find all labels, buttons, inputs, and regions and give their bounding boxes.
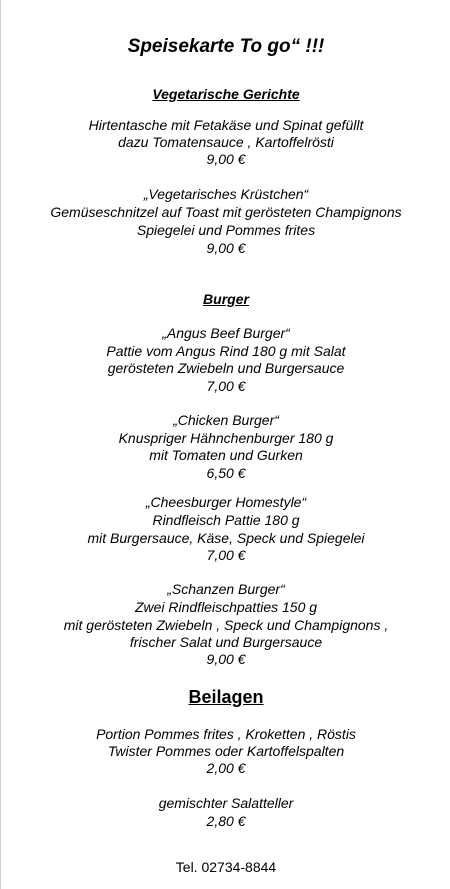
item-line: gemischter Salatteller [158, 795, 294, 811]
item-price: 9,00 € [206, 651, 246, 667]
item-line: mit Burgersauce, Käse, Speck und Spiegelei [87, 530, 365, 546]
item-line: „Cheesburger Homestyle“ [145, 494, 307, 510]
item-line: Hirtentasche mit Fetakäse und Spinat gefüllt [88, 117, 364, 133]
item-line: Knuspriger Hähnchenburger 180 g [118, 430, 334, 446]
item-line: mit gerösteten Zwiebeln , Speck und Champignons , [63, 617, 389, 633]
item-line: dazu Tomatensauce , Kartoffelrösti [118, 134, 334, 150]
item-price: 7,00 € [206, 547, 246, 563]
item-line: mit Tomaten und Gurken [149, 447, 303, 463]
item-line: „Angus Beef Burger“ [162, 325, 290, 341]
item-line: gerösteten Zwiebeln und Burgersauce [107, 360, 345, 376]
item-line: Spiegelei und Pommes frites [136, 222, 316, 238]
item-line: Twister Pommes oder Kartoffelspalten [107, 743, 345, 759]
item-line: „Chicken Burger“ [173, 412, 279, 428]
item-line: Portion Pommes frites , Kroketten , Röstis [96, 726, 356, 742]
item-line: „Schanzen Burger“ [167, 581, 285, 597]
section-heading-burger: Burger [203, 291, 249, 307]
item-line: Pattie vom Angus Rind 180 g mit Salat [106, 343, 346, 359]
menu-title: Speisekarte To go“ !!! [127, 36, 325, 57]
item-price: 2,80 € [206, 813, 246, 829]
item-price: 7,00 € [206, 378, 246, 394]
phone-number: Tel. 02734-8844 [175, 859, 277, 875]
item-line: frischer Salat und Burgersauce [129, 634, 323, 650]
item-line: Zwei Rindfleischpatties 150 g [134, 599, 318, 615]
item-price: 9,00 € [206, 151, 246, 167]
item-line: Rindfleisch Pattie 180 g [152, 512, 300, 528]
section-heading-sides: Beilagen [188, 687, 264, 707]
section-heading-vegetarian: Vegetarische Gerichte [152, 86, 300, 102]
item-line: Gemüseschnitzel auf Toast mit gerösteten Champignons [50, 204, 402, 220]
item-price: 9,00 € [206, 240, 246, 256]
item-line: „Vegetarisches Krüstchen“ [143, 186, 309, 202]
item-price: 2,00 € [206, 760, 246, 776]
item-price: 6,50 € [206, 465, 246, 481]
